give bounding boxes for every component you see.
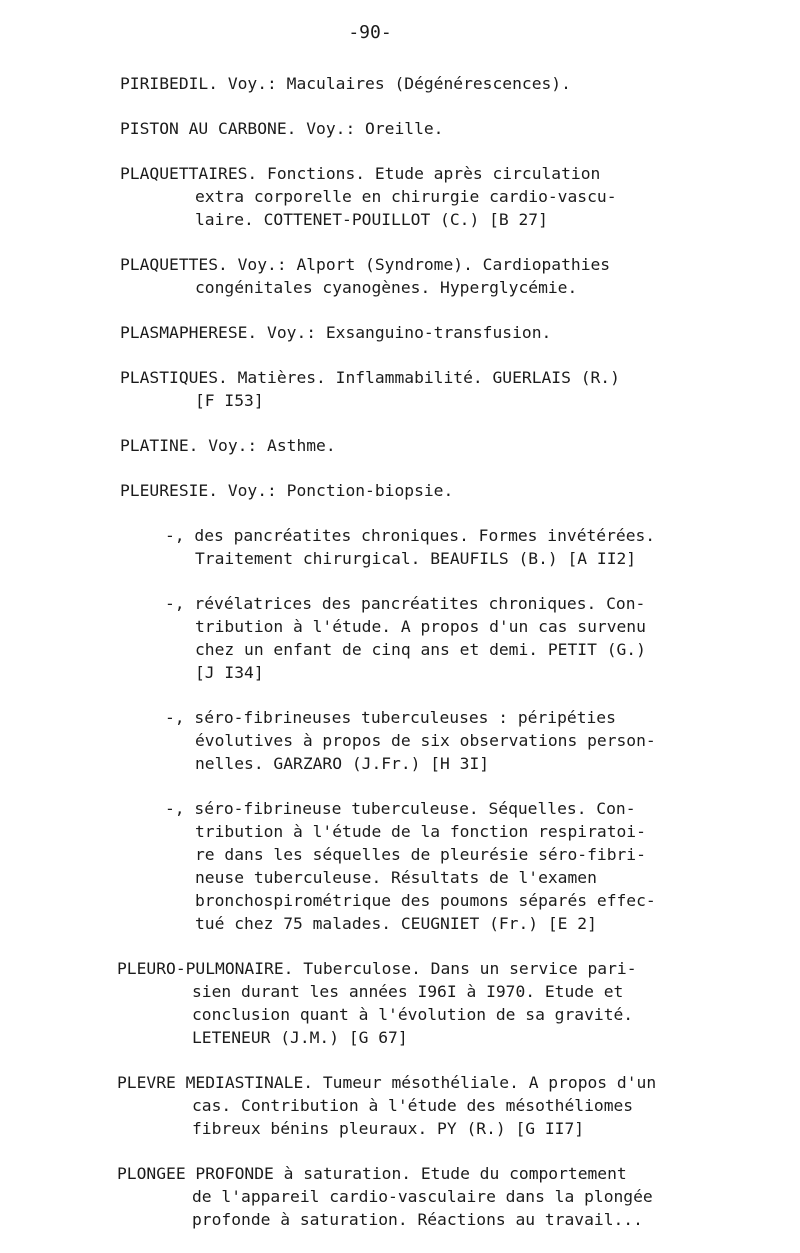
- entry-line: profonde à saturation. Réactions au travail...: [192, 1210, 643, 1229]
- entry-line: sien durant les années I96I à I970. Etude et: [192, 982, 624, 1001]
- subentry-revelatrices: [165, 592, 680, 684]
- entry-line: conclusion quant à l'évolution de sa gravité.: [192, 1005, 634, 1024]
- entry-line: PLEURO-PULMONAIRE. Tuberculose. Dans un service pari-: [117, 959, 637, 978]
- subentry-line: neuse tuberculeuse. Résultats de l'examen: [195, 868, 597, 887]
- entry-line: PLEVRE MEDIASTINALE. Tumeur mésothéliale. A propos d'un: [117, 1073, 657, 1092]
- subentry-line: -, des pancréatites chroniques. Formes invétérées.: [165, 526, 656, 545]
- entry-line: congénitales cyanogènes. Hyperglycémie.: [195, 278, 578, 297]
- subentry-line: chez un enfant de cinq ans et demi. PETIT (G.): [195, 640, 646, 659]
- entry-line: fibreux bénins pleuraux. PY (R.) [G II7]: [192, 1119, 585, 1138]
- subentry-line: tribution à l'étude. A propos d'un cas survenu: [195, 617, 646, 636]
- entry-line: PLASMAPHERESE. Voy.: Exsanguino-transfusion.: [120, 323, 552, 342]
- subentry-line: tribution à l'étude de la fonction respiratoi-: [195, 822, 646, 841]
- index-entry-plastiques: [120, 366, 680, 412]
- entry-line: de l'appareil cardio-vasculaire dans la plongée: [192, 1187, 653, 1206]
- index-entry-pleuresie: [120, 479, 680, 502]
- index-entry-plasmapherese: [120, 321, 680, 344]
- index-entries: [117, 72, 680, 1253]
- entry-line: laire. COTTENET-POUILLOT (C.) [B 27]: [195, 210, 548, 229]
- index-entry-pleuro-pulmonaire: [117, 957, 680, 1049]
- index-entry-piribedil: [120, 72, 680, 95]
- subentry-pancreatites-chroniques: [165, 524, 680, 570]
- entry-line: PLATINE. Voy.: Asthme.: [120, 436, 336, 455]
- index-entry-plaquettaires: [120, 162, 680, 231]
- subentry-sero-fibrineuses: [165, 706, 680, 775]
- index-entry-plaquettes: [120, 253, 680, 299]
- index-entry-platine: [120, 434, 680, 457]
- entry-line: extra corporelle en chirurgie cardio-vascu-: [195, 187, 617, 206]
- entry-line: PLONGEE PROFONDE à saturation. Etude du comportement: [117, 1164, 627, 1183]
- index-entry-plongee-profonde: [117, 1162, 680, 1231]
- entry-line: PLAQUETTES. Voy.: Alport (Syndrome). Cardiopathies: [120, 255, 611, 274]
- entry-line: PIRIBEDIL. Voy.: Maculaires (Dégénérescences).: [120, 74, 571, 93]
- subentry-line: tué chez 75 malades. CEUGNIET (Fr.) [E 2]: [195, 914, 597, 933]
- subentry-line: nelles. GARZARO (J.Fr.) [H 3I]: [195, 754, 490, 773]
- subentry-line: Traitement chirurgical. BEAUFILS (B.) [A II2]: [195, 549, 637, 568]
- entry-line: LETENEUR (J.M.) [G 67]: [192, 1028, 408, 1047]
- subentry-line: re dans les séquelles de pleurésie séro-fibri-: [195, 845, 646, 864]
- subentry-line: -, séro-fibrineuse tuberculeuse. Séquelles. Con-: [165, 799, 636, 818]
- subentry-line: [J I34]: [195, 663, 264, 682]
- page-number: -90-: [348, 22, 392, 43]
- subentry-sero-fibrineuse: [165, 797, 680, 935]
- entry-line: PLEURESIE. Voy.: Ponction-biopsie.: [120, 481, 454, 500]
- entry-line: [F I53]: [195, 391, 264, 410]
- subentry-line: -, séro-fibrineuses tuberculeuses : péripéties: [165, 708, 616, 727]
- index-entry-piston: [120, 117, 680, 140]
- subentry-line: -, révélatrices des pancréatites chroniques. Con-: [165, 594, 646, 613]
- subentry-line: évolutives à propos de six observations person-: [195, 731, 656, 750]
- entry-line: PISTON AU CARBONE. Voy.: Oreille.: [120, 119, 444, 138]
- entry-line: PLAQUETTAIRES. Fonctions. Etude après circulation: [120, 164, 601, 183]
- subentry-line: bronchospirométrique des poumons séparés effec-: [195, 891, 656, 910]
- entry-line: PLASTIQUES. Matières. Inflammabilité. GUERLAIS (R.): [120, 368, 620, 387]
- index-entry-plevre-mediastinale: [117, 1071, 680, 1140]
- entry-line: cas. Contribution à l'étude des mésothéliomes: [192, 1096, 634, 1115]
